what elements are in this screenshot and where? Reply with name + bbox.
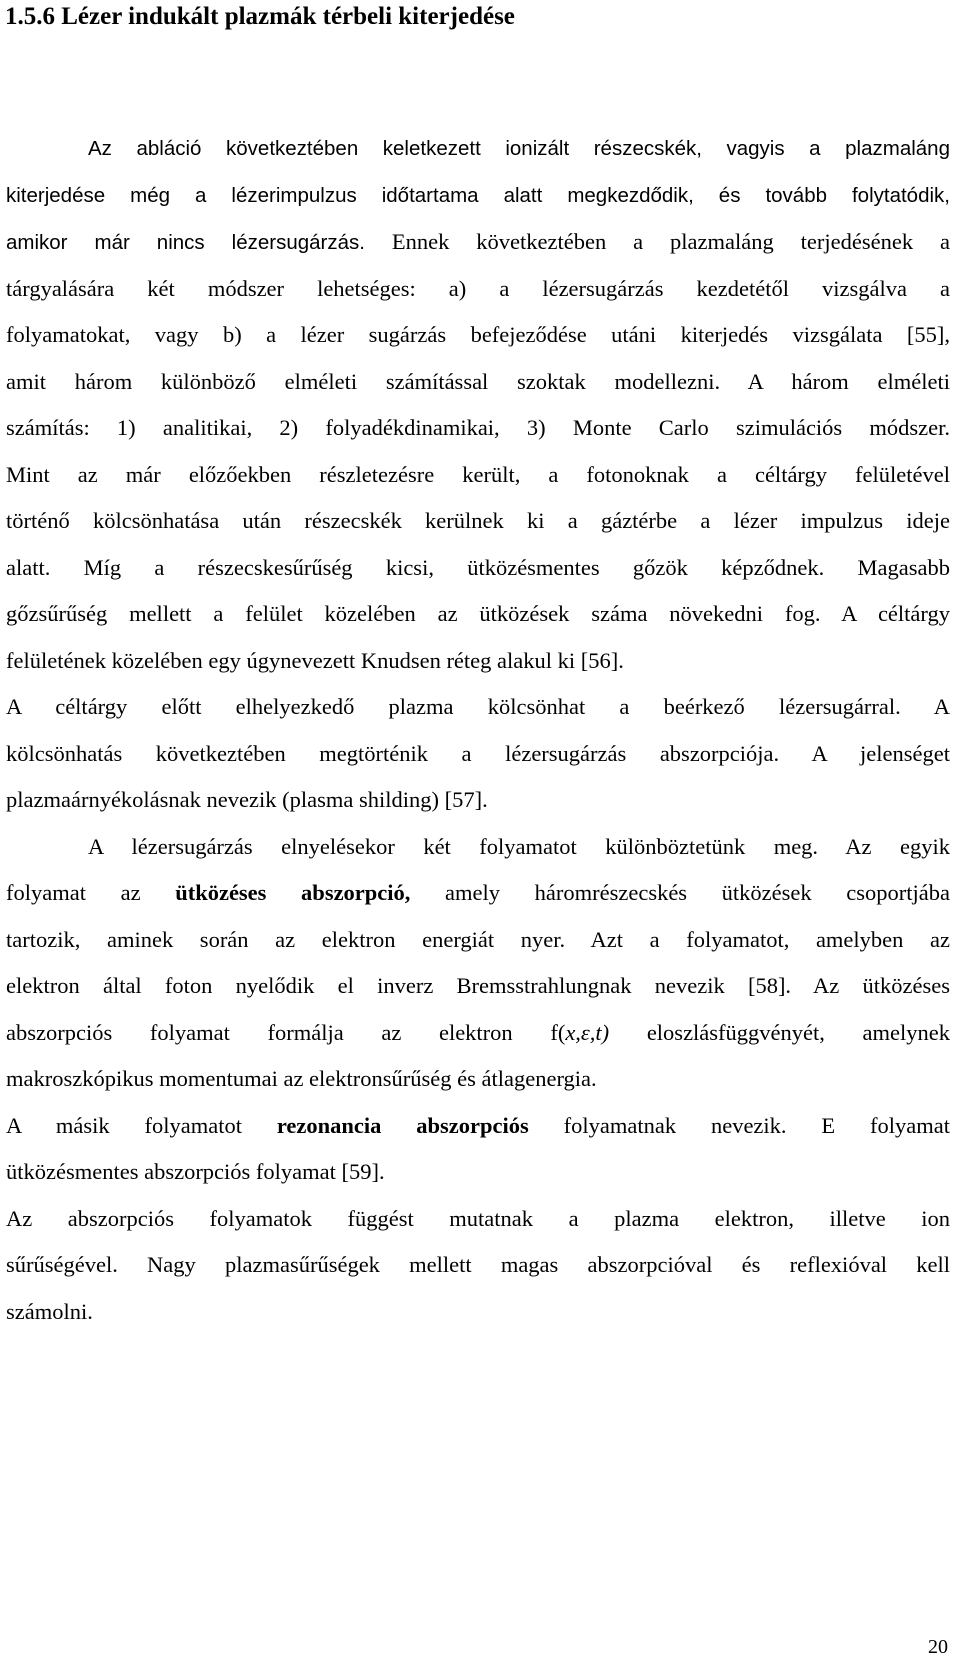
- text-line: Az abláció következtében keletkezett ionizált részecskék, vagyis a plazmaláng: [88, 137, 950, 160]
- text-line: [6, 219, 950, 266]
- text-line: [6, 870, 950, 917]
- bold-term: rezonancia abszorpciós: [276, 1112, 529, 1138]
- text-line: elektron által foton nyelődik el inverz Bremsstrahlungnak nevezik [58]. Az ütközéses: [6, 973, 950, 998]
- text-line: felületének közelében egy úgynevezett Knudsen réteg alakul ki [56].: [6, 647, 624, 673]
- text-line: alatt. Míg a részecskesűrűség kicsi, ütközésmentes gőzök képződnek. Magasabb: [6, 554, 950, 580]
- italic-formula: x,ε,t): [565, 1019, 610, 1045]
- text-span: folyamat az: [6, 880, 176, 905]
- text-line: Mint az már előzőekben részletezésre került, a fotonoknak a céltárgy felületével: [6, 461, 950, 487]
- page-number: 20: [928, 1636, 948, 1658]
- text-line: sűrűségével. Nagy plazmasűrűségek mellett magas abszorpcióval és reflexióval kell: [6, 1252, 950, 1277]
- text-line: makroszkópikus momentumai az elektronsűrűség és átlagenergia.: [6, 1066, 597, 1091]
- text-span: folyamatnak nevezik. E folyamat: [528, 1112, 950, 1138]
- text-span: Ennek következtében a plazmaláng terjedésének a: [364, 229, 950, 254]
- text-line: tárgyalására két módszer lehetséges: a) a lézersugárzás kezdetétől vizsgálva a: [6, 275, 950, 301]
- text-line: folyamatokat, vagy b) a lézer sugárzás befejeződése utáni kiterjedés vizsgálata [55],: [6, 322, 950, 347]
- section-heading: 1.5.6 Lézer indukált plazmák térbeli kiterjedése: [5, 3, 515, 30]
- text-span: eloszlásfüggvényét, amelynek: [609, 1019, 950, 1045]
- text-span: amikor már nincs lézersugárzás.: [6, 231, 365, 254]
- bold-term: ütközéses abszorpció,: [175, 880, 411, 905]
- text-line: kölcsönhatás következtében megtörténik a lézersugárzás abszorpciója. A jelenséget: [6, 740, 950, 766]
- text-span: abszorpciós folyamat formálja az elektron f(: [6, 1019, 566, 1045]
- text-line: plazmaárnyékolásnak nevezik (plasma shilding) [57].: [6, 787, 488, 812]
- text-line: tartozik, aminek során az elektron energiát nyer. Azt a folyamatot, amelyben az: [6, 926, 950, 952]
- text-line: amit három különböző elméleti számítással szoktak modellezni. A három elméleti: [6, 368, 950, 394]
- text-line: Az abszorpciós folyamatok függést mutatnak a plazma elektron, illetve ion: [6, 1205, 950, 1231]
- text-line: gőzsűrűség mellett a felület közelében az ütközések száma növekedni fog. A céltárgy: [6, 601, 950, 626]
- text-line: [6, 1010, 950, 1057]
- text-span: amely háromrészecskés ütközések csoportjába: [410, 880, 950, 905]
- text-line: A céltárgy előtt elhelyezkedő plazma kölcsönhat a beérkező lézersugárral. A: [6, 694, 950, 719]
- text-line: ütközésmentes abszorpciós folyamat [59].: [6, 1159, 385, 1184]
- text-line: [6, 1103, 950, 1150]
- text-line: kiterjedése még a lézerimpulzus időtartama alatt megkezdődik, és tovább folytatódik,: [6, 183, 950, 207]
- text-line: történő kölcsönhatása után részecskék kerülnek ki a gáztérbe a lézer impulzus ideje: [6, 508, 950, 533]
- text-line: számítás: 1) analitikai, 2) folyadékdinamikai, 3) Monte Carlo szimulációs módszer.: [6, 415, 950, 440]
- text-line: A lézersugárzás elnyelésekor két folyamatot különböztetünk meg. Az egyik: [88, 833, 950, 859]
- text-span: A másik folyamatot: [6, 1112, 277, 1138]
- text-line: számolni.: [6, 1298, 93, 1324]
- body-text: [6, 126, 950, 1335]
